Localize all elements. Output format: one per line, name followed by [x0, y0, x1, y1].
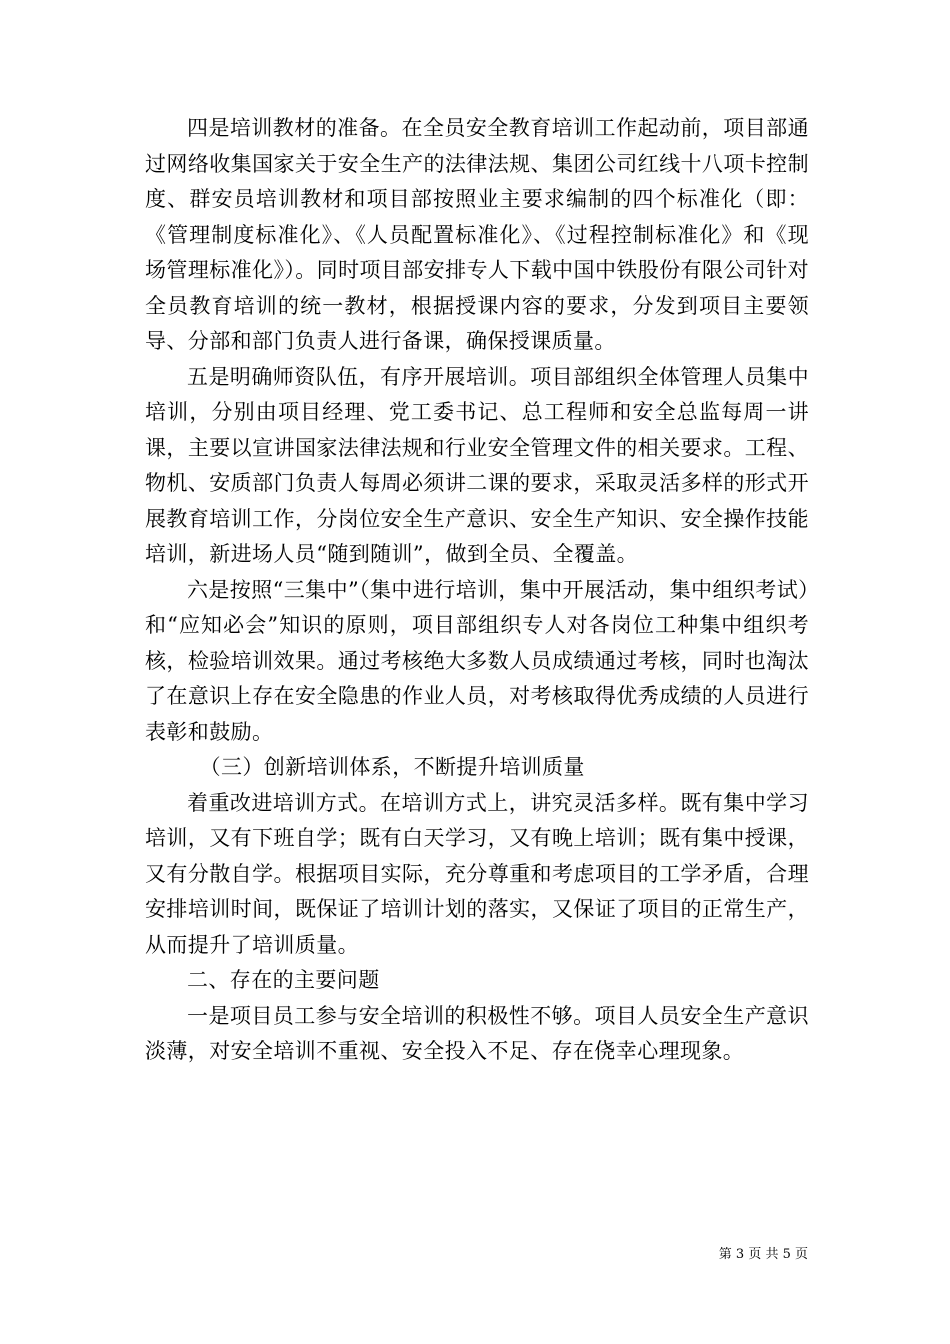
paragraph-teaching-materials: 四是培训教材的准备。在全员安全教育培训工作起动前，项目部通过网络收集国家关于安全生产的法律法规、集团公司红线十八项卡控制度、群安员培训教材和项目部按照业主要求编制的四个标准化（即：《管理制度标准化》、《人员配置标准化》、《过程控制标准化》和《现场管理标准化》）。同时项目部安排专人下载中国中铁股份有限公司针对全员教育培训的统一教材，根据授课内容的要求，分发到项目主要领导、分部和部门负责人进行备课，确保授课质量。: [145, 116, 809, 353]
section-heading-main-problems: 二、存在的主要问题: [187, 968, 380, 992]
paragraph-teaching-staff: 五是明确师资队伍，有序开展培训。项目部组织全体管理人员集中培训，分别由项目经理、党工委书记、总工程师和安全总监每周一讲课，主要以宣讲国家法律法规和行业安全管理文件的相关要求。工程、物机、安质部门负责人每周必须讲二课的要求，采取灵活多样的形式开展教育培训工作，分岗位安全生产意识、安全生产知识、安全操作技能培训，新进场人员“随到随训”，做到全员、全覆盖。: [145, 364, 809, 566]
document-body: [145, 111, 809, 1070]
paragraph-problem-one: 一是项目员工参与安全培训的积极性不够。项目人员安全生产意识淡薄，对安全培训不重视、安全投入不足、存在侥幸心理现象。: [145, 1003, 809, 1063]
paragraph-three-concentrations: 六是按照“三集中”（集中进行培训，集中开展活动，集中组织考试）和“应知必会”知识的原则，项目部组织专人对各岗位工种集中组织考核，检验培训效果。通过考核绝大多数人员成绩通过考核，同时也淘汰了在意识上存在安全隐患的作业人员，对考核取得优秀成绩的人员进行表彰和鼓励。: [145, 577, 809, 744]
page-number-footer: 第 3 页 共 5 页: [718, 1247, 808, 1262]
section-heading-innovate-training: （三）创新培训体系，不断提升培训质量: [199, 755, 585, 779]
paragraph-training-methods: 着重改进培训方式。在培训方式上，讲究灵活多样。既有集中学习培训，又有下班自学；既有白天学习，又有晚上培训；既有集中授课，又有分散自学。根据项目实际，充分尊重和考虑项目的工学矛盾，合理安排培训时间，既保证了培训计划的落实，又保证了项目的正常生产，从而提升了培训质量。: [145, 790, 809, 957]
